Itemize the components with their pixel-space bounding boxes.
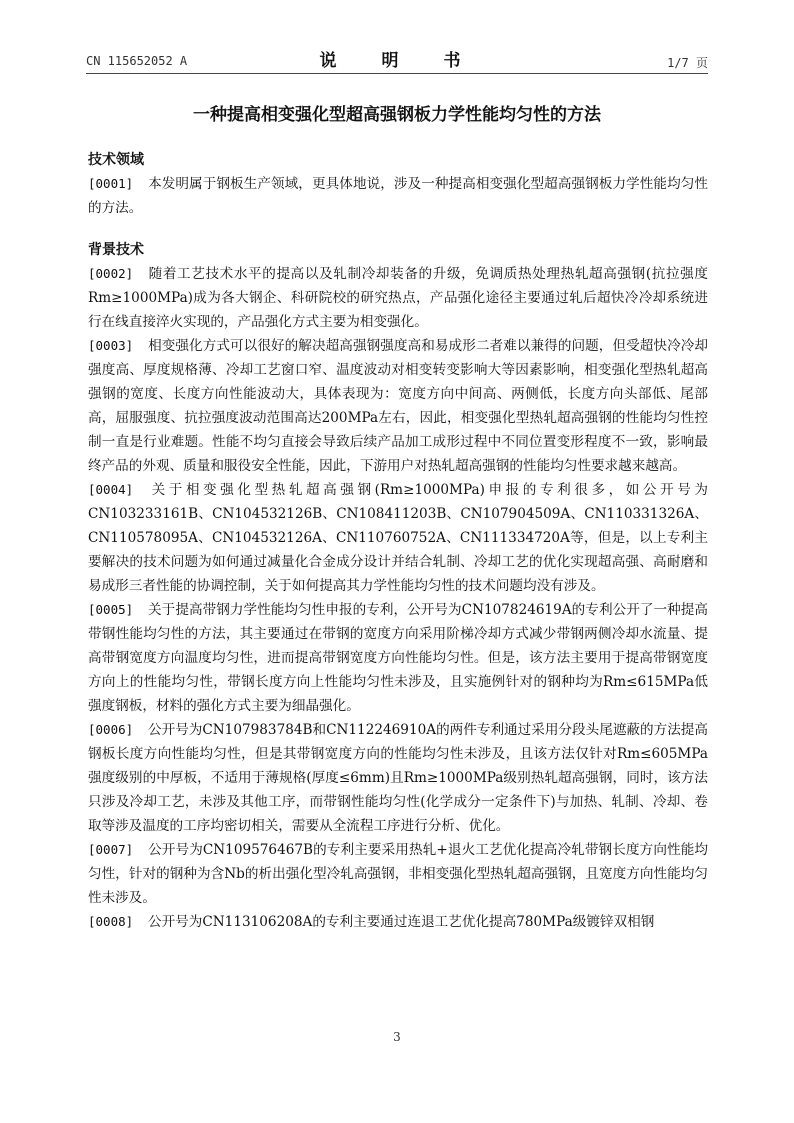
paragraph-text: 公开号为CN109576467B的专利主要采用热轧+退火工艺优化提高冷轧带钢长度方向性能均匀性，针对的钢种为含Nb的析出强化型冷轧高强钢，非相变强化型热轧超高强钢，且宽度方向性能均匀性未涉及。 — [88, 842, 708, 906]
page-number: 3 — [393, 1030, 401, 1044]
paragraph-text: 关于相变强化型热轧超高强钢(Rm≥1000MPa)申报的专利很多，如公开号为CN103233161B、CN104532126B、CN108411203B、CN107904509A、CN110331326A、CN110578095A、CN104532126A、CN110760752A、CN111334720A等，但是，以上专利主要解决的技术问题为如何通过减量化合金成分设计并结合轧制、冷却工艺的优化实现超高强、高耐磨和易成形三者性能的协调控制，关于如何提高其力学性能均匀性的技术问题均没有涉及。 — [88, 482, 708, 594]
section-heading-background: 背景技术 — [88, 242, 144, 258]
document-body — [88, 148, 708, 934]
paragraph-text: 随着工艺技术水平的提高以及轧制冷却装备的升级，免调质热处理热轧超高强钢(抗拉强度Rm≥1000MPa)成为各大钢企、科研院校的研究热点，产品强化途径主要通过轧后超快冷冷却系统进行在线直接淬火实现的，产品强化方式主要为相变强化。 — [88, 266, 708, 330]
paragraph — [88, 910, 708, 934]
paragraph-number: [0003] — [88, 338, 134, 353]
document-type: 说 明 书 — [319, 51, 475, 71]
page-info: 1/7 页 — [667, 56, 708, 70]
paragraph — [88, 172, 708, 220]
paragraph-number: [0004] — [88, 482, 134, 497]
paragraph — [88, 334, 708, 478]
section-heading-technical-field: 技术领域 — [88, 152, 144, 168]
paragraph — [88, 262, 708, 334]
paragraph — [88, 838, 708, 910]
paragraph-number: [0002] — [88, 266, 134, 281]
paragraph-number: [0007] — [88, 842, 134, 857]
paragraph-number: [0006] — [88, 722, 134, 737]
paragraph-number: [0008] — [88, 914, 134, 929]
page-header — [86, 46, 708, 72]
document-title: 一种提高相变强化型超高强钢板力学性能均匀性的方法 — [193, 105, 601, 125]
header-divider — [86, 73, 708, 74]
paragraph — [88, 598, 708, 718]
paragraph-number: [0001] — [88, 176, 134, 191]
paragraph-text: 关于提高带钢力学性能均匀性申报的专利，公开号为CN107824619A的专利公开了一种提高带钢性能均匀性的方法，其主要通过在带钢的宽度方向采用阶梯冷却方式减少带钢两侧冷却水流量、提高带钢宽度方向温度均匀性，进而提高带钢宽度方向性能均匀性。但是，该方法主要用于提高带钢宽度方向上的性能均匀性，带钢长度方向上性能均匀性未涉及，且实施例针对的钢种均为Rm≤615MPa低强度钢板，材料的强化方式主要为细晶强化。 — [88, 602, 708, 714]
paragraph-text: 公开号为CN113106208A的专利主要通过连退工艺优化提高780MPa级镀锌双相钢 — [148, 914, 655, 930]
document-number: CN 115652052 A — [86, 54, 188, 68]
paragraph-text: 相变强化方式可以很好的解决超高强钢强度高和易成形二者难以兼得的问题，但受超快冷冷却强度高、厚度规格薄、冷却工艺窗口窄、温度波动对相变转变影响大等因素影响，相变强化型热轧超高强钢的宽度、长度方向性能波动大，具体表现为：宽度方向中间高、两侧低，长度方向头部低、尾部高，屈服强度、抗拉强度波动范围高达200MPa左右，因此，相变强化型热轧超高强钢的性能均匀性控制一直是行业难题。性能不均匀直接会导致后续产品加工成形过程中不同位置变形程度不一致，影响最终产品的外观、质量和服役安全性能，因此，下游用户对热轧超高强钢的性能均匀性要求越来越高。 — [88, 338, 708, 474]
paragraph — [88, 718, 708, 838]
paragraph-number: [0005] — [88, 602, 134, 617]
paragraph — [88, 478, 708, 598]
paragraph-text: 本发明属于钢板生产领域，更具体地说，涉及一种提高相变强化型超高强钢板力学性能均匀性的方法。 — [88, 176, 708, 216]
paragraph-text: 公开号为CN107983784B和CN112246910A的两件专利通过采用分段头尾遮蔽的方法提高钢板长度方向性能均匀性，但是其带钢宽度方向的性能均匀性未涉及，且该方法仅针对Rm≤605MPa强度级别的中厚板，不适用于薄规格(厚度≤6mm)且Rm≥1000MPa级别热轧超高强钢，同时，该方法只涉及冷却工艺，未涉及其他工序，而带钢性能均匀性(化学成分一定条件下)与加热、轧制、冷却、卷取等涉及温度的工序均密切相关，需要从全流程工序进行分析、优化。 — [88, 722, 708, 834]
